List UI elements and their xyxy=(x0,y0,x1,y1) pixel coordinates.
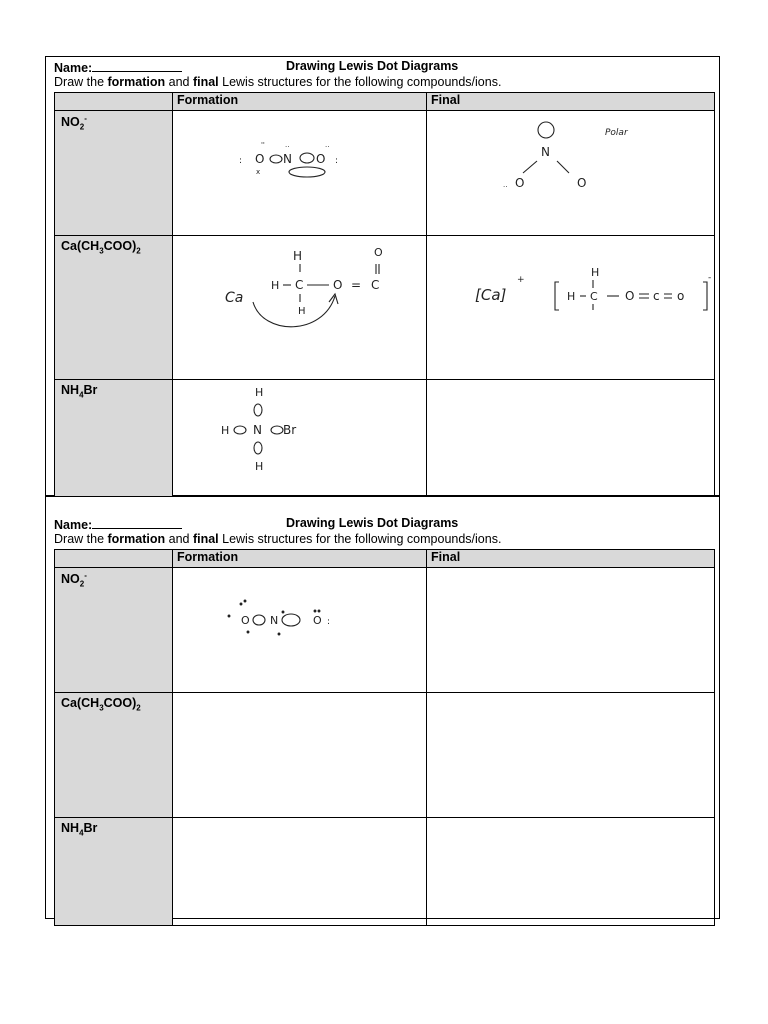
formula-text: NH xyxy=(61,821,80,835)
worksheet-header xyxy=(54,514,713,534)
formula-text: COO) xyxy=(103,239,137,253)
lewis-table xyxy=(54,92,715,506)
compound-label-no2 xyxy=(55,568,173,693)
instruction-text xyxy=(54,75,501,89)
table-header-row xyxy=(55,550,715,568)
table-row xyxy=(55,380,715,506)
header-final: Final xyxy=(427,550,715,568)
hw-text: O xyxy=(374,246,383,259)
no2-final-drawing xyxy=(427,111,715,232)
formula-sub: 2 xyxy=(79,579,85,589)
hw-text: H xyxy=(567,290,576,303)
no2-final-cell[interactable] xyxy=(427,111,715,236)
formula-sub: 2 xyxy=(136,703,141,713)
table-row xyxy=(55,236,715,380)
nh4br-formation-cell[interactable] xyxy=(173,380,427,506)
formula-text: Ca(CH xyxy=(61,239,100,253)
instr-bold-formation: formation xyxy=(107,532,166,546)
hw-text: : xyxy=(327,617,331,627)
instr-part: Lewis structures for the following compounds/ions. xyxy=(218,532,502,546)
nh4br-formation-drawing xyxy=(173,380,427,502)
hw-text: [Ca] xyxy=(475,286,507,304)
hw-text: o xyxy=(677,289,685,303)
header-final: Final xyxy=(427,93,715,111)
hw-text: Br xyxy=(283,423,297,437)
no2-final-cell[interactable] xyxy=(427,568,715,693)
hw-text: - xyxy=(708,273,712,283)
hw-text: = xyxy=(351,278,362,292)
formula-text: NO xyxy=(61,572,80,587)
instr-part: Draw the xyxy=(54,532,108,546)
worksheet-top xyxy=(45,56,720,496)
worksheet-header xyxy=(54,57,713,77)
compound-label-nh4br xyxy=(55,818,173,926)
name-field[interactable] xyxy=(54,59,182,75)
ca-acetate-formation-cell[interactable] xyxy=(173,236,427,380)
name-blank-line[interactable] xyxy=(92,59,182,72)
compound-label-no2 xyxy=(55,111,173,236)
hw-text: O xyxy=(255,152,265,166)
name-field[interactable] xyxy=(54,516,182,532)
hw-text: N xyxy=(253,423,262,437)
name-blank-line[interactable] xyxy=(92,516,182,529)
ca-acetate-formation-cell[interactable] xyxy=(173,693,427,818)
formula-text: NO xyxy=(61,115,80,130)
hw-text: C xyxy=(295,278,304,292)
ca-acetate-formation-drawing xyxy=(173,236,427,376)
table-header-row xyxy=(55,93,715,111)
ca-acetate-final-cell[interactable] xyxy=(427,236,715,380)
hw-text: H xyxy=(255,460,264,473)
hw-text: c xyxy=(653,289,660,303)
hw-text: N xyxy=(541,145,550,159)
hw-text: Ca xyxy=(225,290,244,306)
hw-text: C xyxy=(590,290,598,303)
no2-formation-drawing xyxy=(173,568,427,689)
instruction-text xyxy=(54,532,501,546)
formula-text: Br xyxy=(83,821,98,835)
hw-text: .. xyxy=(285,141,290,149)
nh4br-final-cell[interactable] xyxy=(427,818,715,926)
header-formation: Formation xyxy=(173,93,427,111)
formula-sub: 3 xyxy=(99,703,104,713)
table-row xyxy=(55,111,715,236)
formula-sup: - xyxy=(84,571,87,580)
hw-text: O xyxy=(333,278,343,292)
instr-part: Lewis structures for the following compounds/ions. xyxy=(218,75,502,89)
compound-label-ca-acetate xyxy=(55,693,173,818)
table-row xyxy=(55,693,715,818)
worksheet-title: Drawing Lewis Dot Diagrams xyxy=(286,516,459,530)
hw-text: H xyxy=(591,266,600,279)
name-label: Name: xyxy=(54,61,93,75)
formula-sub: 2 xyxy=(79,122,85,132)
hw-text: O xyxy=(577,176,587,190)
table-row xyxy=(55,818,715,926)
header-formation: Formation xyxy=(173,550,427,568)
compound-label-ca-acetate xyxy=(55,236,173,380)
formula-sub: 3 xyxy=(99,246,104,256)
formula-text: COO) xyxy=(103,696,137,710)
table-row xyxy=(55,568,715,693)
hw-text: N xyxy=(270,614,279,627)
instr-part: and xyxy=(165,532,193,546)
hw-text: O xyxy=(515,176,525,190)
ca-acetate-final-cell[interactable] xyxy=(427,693,715,818)
hw-text: C xyxy=(371,278,380,292)
instr-bold-formation: formation xyxy=(107,75,166,89)
hw-text: : xyxy=(239,156,243,166)
header-compound xyxy=(55,93,173,111)
instr-bold-final: final xyxy=(192,532,219,546)
hw-text: : xyxy=(335,156,339,166)
hw-text: O xyxy=(316,152,326,166)
nh4br-final-cell[interactable] xyxy=(427,380,715,506)
instr-part: Draw the xyxy=(54,75,108,89)
formula-text: Br xyxy=(83,383,98,397)
hw-text: Polar xyxy=(605,128,628,138)
hw-text: O xyxy=(313,614,322,627)
formula-text: NH xyxy=(61,383,80,397)
hw-text: N xyxy=(283,152,292,166)
hw-text: H xyxy=(293,249,303,263)
nh4br-formation-cell[interactable] xyxy=(173,818,427,926)
no2-formation-cell[interactable] xyxy=(173,111,427,236)
hw-text: O xyxy=(241,614,250,627)
formula-sub: 4 xyxy=(79,828,84,838)
formula-sub: 2 xyxy=(136,246,141,256)
name-label: Name: xyxy=(54,518,93,532)
hw-text: .. xyxy=(325,141,330,149)
no2-formation-cell[interactable] xyxy=(173,568,427,693)
ca-acetate-final-drawing xyxy=(427,236,715,376)
hw-text: x xyxy=(256,168,261,176)
hw-text: '' xyxy=(261,141,265,149)
hw-text: H xyxy=(221,424,230,437)
instr-part: and xyxy=(165,75,193,89)
formula-sup: - xyxy=(84,114,87,123)
hw-text: O xyxy=(625,289,635,303)
formula-text: Ca(CH xyxy=(61,696,100,710)
lewis-table xyxy=(54,549,715,926)
hw-text: H xyxy=(271,279,280,292)
instr-bold-final: final xyxy=(192,75,219,89)
hw-text: H xyxy=(298,306,306,317)
formula-sub: 4 xyxy=(79,390,84,400)
no2-formation-drawing xyxy=(173,111,427,232)
hw-text: .. xyxy=(503,181,508,189)
hw-text: + xyxy=(517,275,525,285)
worksheet-bottom xyxy=(45,496,720,919)
compound-label-nh4br xyxy=(55,380,173,506)
worksheet-title: Drawing Lewis Dot Diagrams xyxy=(286,59,459,73)
hw-text: H xyxy=(255,386,264,399)
header-compound xyxy=(55,550,173,568)
